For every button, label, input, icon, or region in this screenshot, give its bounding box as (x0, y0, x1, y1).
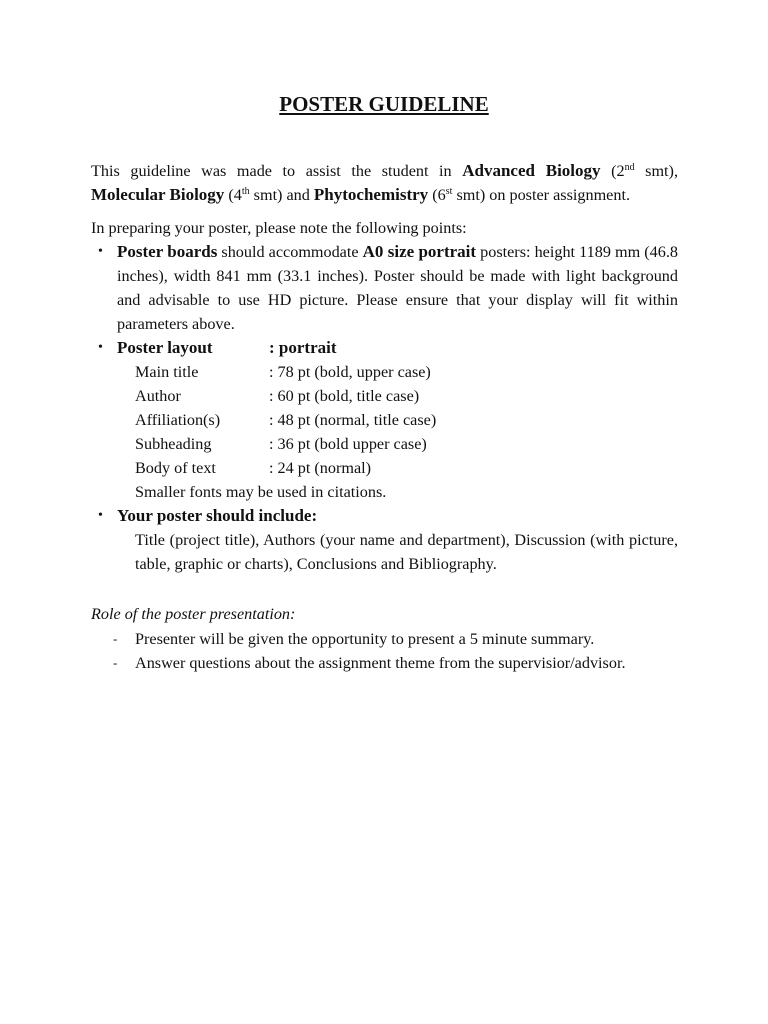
list-item-poster-layout (91, 336, 678, 360)
layout-row-label: Subheading (135, 435, 212, 453)
layout-row-value: : 36 pt (bold upper case) (269, 435, 427, 453)
dash-icon: - (113, 631, 118, 646)
course1-paren-open: (2 (600, 162, 625, 180)
dash-icon: - (113, 655, 118, 670)
poster-layout-label: Poster layout (117, 338, 213, 357)
poster-boards-label: Poster boards (117, 242, 218, 261)
layout-row-value: : 48 pt (normal, title case) (269, 411, 437, 429)
list-item-poster-include (91, 504, 678, 528)
page-title: POSTER GUIDELINE (279, 92, 489, 116)
list-item-poster-boards (91, 240, 678, 336)
layout-note: Smaller fonts may be used in citations. (135, 483, 387, 501)
layout-row-value: : 24 pt (normal) (269, 459, 372, 477)
layout-row-label: Affiliation(s) (135, 411, 221, 429)
course-molecular-biology: Molecular Biology (91, 185, 225, 204)
bullet-icon: • (98, 340, 103, 355)
role-list-item (91, 651, 678, 675)
course3-paren-close: smt) on poster assignment. (452, 186, 630, 204)
include-label: Your poster should include: (117, 506, 318, 525)
role-list-item (91, 627, 678, 651)
a0-size-label: A0 size portrait (362, 242, 477, 261)
course2-sup: th (241, 186, 250, 197)
course-advanced-biology: Advanced Biology (462, 161, 601, 180)
include-text: Title (project title), Authors (your name and department), Discussion (with picture, table, graphic or charts), Conclusions and Bibliography. (135, 531, 678, 573)
role-list (91, 627, 678, 675)
course1-sup: nd (624, 162, 635, 173)
course2-paren-open: (4 (224, 186, 242, 204)
intro-text: This guideline was made to assist the student in (91, 162, 452, 180)
course-phytochemistry: Phytochemistry (313, 185, 429, 204)
course1-paren-close: smt), (634, 162, 678, 180)
points-list (91, 240, 678, 576)
layout-row-label: Author (135, 387, 181, 405)
course3-paren-open: (6 (428, 186, 446, 204)
preparing-paragraph: In preparing your poster, please note the following points: (91, 219, 467, 237)
layout-row (91, 360, 678, 384)
poster-boards-text1: should accommodate (217, 243, 363, 261)
layout-row (91, 408, 678, 432)
intro-paragraph (91, 159, 678, 207)
poster-layout-value: : portrait (269, 338, 337, 357)
course3-sup: st (445, 186, 453, 197)
layout-row-label: Main title (135, 363, 199, 381)
layout-row (91, 384, 678, 408)
bullet-icon: • (98, 508, 103, 523)
layout-row-value: : 78 pt (bold, upper case) (269, 363, 431, 381)
layout-row-label: Body of text (135, 459, 216, 477)
role-item-text: Answer questions about the assignment theme from the supervisior/advisor. (135, 654, 626, 672)
layout-row-value: : 60 pt (bold, title case) (269, 387, 420, 405)
poster-boards-text2: posters: height 1189 mm (46.8 inches), width 841 mm (33.1 inches). Poster should be made with light background and advisable to use HD picture. Please ensure that your display will fit within parameters above. (117, 243, 678, 333)
course2-paren-close: smt) and (249, 186, 310, 204)
bullet-icon: • (98, 244, 103, 259)
role-heading: Role of the poster presentation: (91, 605, 296, 623)
role-item-text: Presenter will be given the opportunity to present a 5 minute summary. (135, 630, 595, 648)
layout-row (91, 456, 678, 480)
layout-row (91, 432, 678, 456)
